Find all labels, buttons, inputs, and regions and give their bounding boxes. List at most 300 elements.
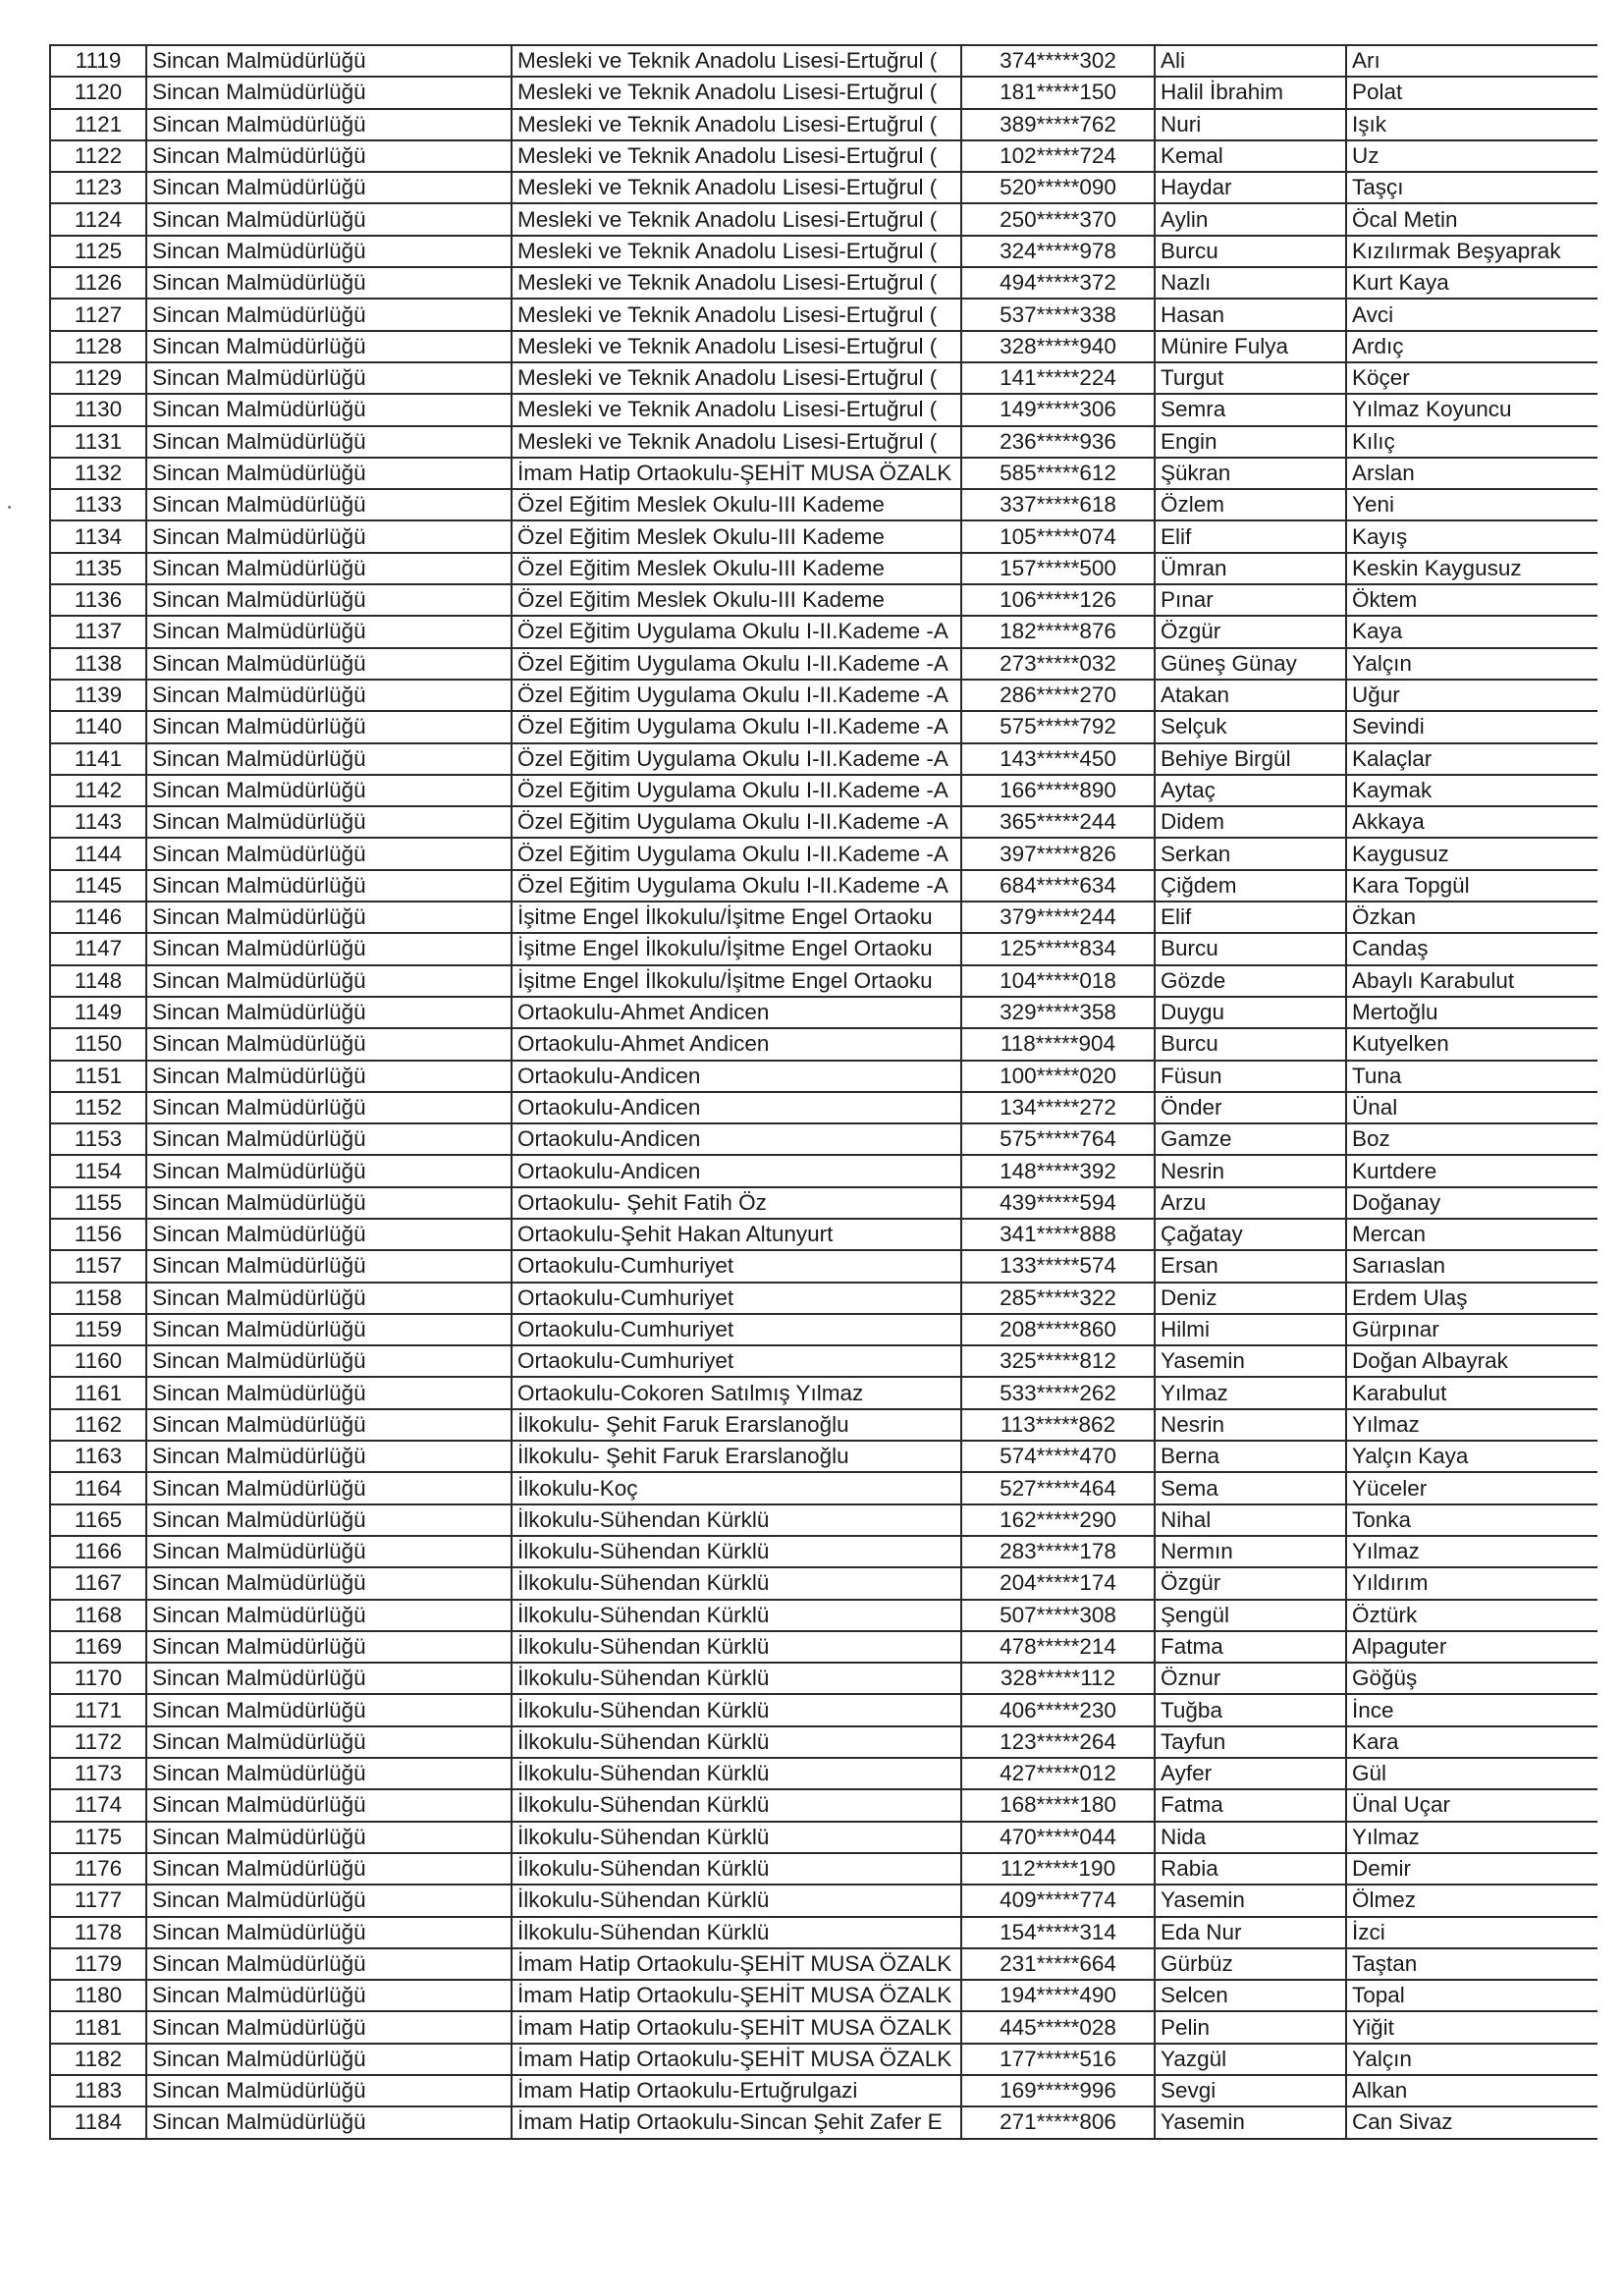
last-name-cell: Öcal Metin <box>1346 203 1596 235</box>
row-number: 1139 <box>50 680 146 711</box>
school-name-cell: Mesleki ve Teknik Anadolu Lisesi-Ertuğrul ( <box>512 45 961 77</box>
tax-office-cell: Sincan Malmüdürlüğü <box>146 1155 512 1186</box>
tax-office-cell: Sincan Malmüdürlüğü <box>146 331 512 362</box>
tax-office-cell: Sincan Malmüdürlüğü <box>146 203 512 235</box>
tax-office-cell: Sincan Malmüdürlüğü <box>146 1441 512 1472</box>
tax-office-cell: Sincan Malmüdürlüğü <box>146 1822 512 1853</box>
row-number: 1182 <box>50 2044 146 2075</box>
row-number: 1140 <box>50 711 146 742</box>
masked-id-cell: 208*****860 <box>961 1314 1155 1345</box>
last-name-cell: Sevindi <box>1346 711 1596 742</box>
last-name-cell: Gül <box>1346 1758 1596 1789</box>
table-row <box>50 1694 1596 1725</box>
first-name-cell: Yasemin <box>1155 2106 1346 2138</box>
school-name-cell: Ortaokulu-Şehit Hakan Altunyurt <box>512 1219 961 1250</box>
first-name-cell: Halil İbrahim <box>1155 77 1346 108</box>
table-row <box>50 489 1596 520</box>
tax-office-cell: Sincan Malmüdürlüğü <box>146 997 512 1028</box>
table-row <box>50 362 1596 394</box>
roster-table <box>49 44 1597 2140</box>
last-name-cell: Sarıaslan <box>1346 1250 1596 1282</box>
last-name-cell: Kızılırmak Beşyaprak <box>1346 236 1596 267</box>
first-name-cell: Behiye Birgül <box>1155 743 1346 775</box>
last-name-cell: Kaygusuz <box>1346 838 1596 869</box>
school-name-cell: İmam Hatip Ortaokulu-Sincan Şehit Zafer E <box>512 2106 961 2138</box>
masked-id-cell: 427*****012 <box>961 1758 1155 1789</box>
table-row <box>50 1822 1596 1853</box>
tax-office-cell: Sincan Malmüdürlüğü <box>146 520 512 552</box>
masked-id-cell: 283*****178 <box>961 1536 1155 1567</box>
first-name-cell: Serkan <box>1155 838 1346 869</box>
tax-office-cell: Sincan Malmüdürlüğü <box>146 1758 512 1789</box>
masked-id-cell: 177*****516 <box>961 2044 1155 2075</box>
tax-office-cell: Sincan Malmüdürlüğü <box>146 775 512 806</box>
masked-id-cell: 341*****888 <box>961 1219 1155 1250</box>
table-row <box>50 1441 1596 1472</box>
tax-office-cell: Sincan Malmüdürlüğü <box>146 1789 512 1821</box>
table-row <box>50 2075 1596 2106</box>
school-name-cell: İlkokulu-Sühendan Kürklü <box>512 1504 961 1536</box>
first-name-cell: Aylin <box>1155 203 1346 235</box>
school-name-cell: İlkokulu-Sühendan Kürklü <box>512 1536 961 1567</box>
school-name-cell: İlkokulu-Koç <box>512 1472 961 1503</box>
tax-office-cell: Sincan Malmüdürlüğü <box>146 806 512 838</box>
table-row <box>50 1155 1596 1186</box>
first-name-cell: Selcen <box>1155 1980 1346 2011</box>
table-row <box>50 1948 1596 1980</box>
last-name-cell: Doğanay <box>1346 1187 1596 1219</box>
school-name-cell: Özel Eğitim Uygulama Okulu I-II.Kademe -A <box>512 680 961 711</box>
row-number: 1177 <box>50 1885 146 1916</box>
first-name-cell: Burcu <box>1155 236 1346 267</box>
school-name-cell: Özel Eğitim Meslek Okulu-III Kademe <box>512 520 961 552</box>
tax-office-cell: Sincan Malmüdürlüğü <box>146 2011 512 2043</box>
school-name-cell: Mesleki ve Teknik Anadolu Lisesi-Ertuğrul ( <box>512 140 961 172</box>
last-name-cell: Kurt Kaya <box>1346 267 1596 299</box>
last-name-cell: Mercan <box>1346 1219 1596 1250</box>
first-name-cell: Pınar <box>1155 584 1346 616</box>
table-row <box>50 997 1596 1028</box>
masked-id-cell: 389*****762 <box>961 109 1155 140</box>
scan-dot <box>8 506 11 509</box>
school-name-cell: Ortaokulu-Andicen <box>512 1061 961 1092</box>
school-name-cell: Mesleki ve Teknik Anadolu Lisesi-Ertuğrul ( <box>512 172 961 203</box>
last-name-cell: Kalaçlar <box>1346 743 1596 775</box>
school-name-cell: Özel Eğitim Uygulama Okulu I-II.Kademe -A <box>512 743 961 775</box>
last-name-cell: Öztürk <box>1346 1600 1596 1631</box>
last-name-cell: Ünal <box>1346 1092 1596 1123</box>
tax-office-cell: Sincan Malmüdürlüğü <box>146 1472 512 1503</box>
table-row <box>50 1980 1596 2011</box>
first-name-cell: Burcu <box>1155 1028 1346 1060</box>
tax-office-cell: Sincan Malmüdürlüğü <box>146 394 512 425</box>
tax-office-cell: Sincan Malmüdürlüğü <box>146 584 512 616</box>
masked-id-cell: 166*****890 <box>961 775 1155 806</box>
row-number: 1124 <box>50 203 146 235</box>
row-number: 1152 <box>50 1092 146 1123</box>
table-row <box>50 1219 1596 1250</box>
first-name-cell: Çağatay <box>1155 1219 1346 1250</box>
table-row <box>50 1472 1596 1503</box>
first-name-cell: Rabia <box>1155 1853 1346 1885</box>
school-name-cell: Mesleki ve Teknik Anadolu Lisesi-Ertuğrul ( <box>512 267 961 299</box>
table-row <box>50 1504 1596 1536</box>
first-name-cell: Yasemin <box>1155 1345 1346 1377</box>
first-name-cell: Şengül <box>1155 1600 1346 1631</box>
table-row <box>50 426 1596 458</box>
row-number: 1147 <box>50 933 146 964</box>
masked-id-cell: 105*****074 <box>961 520 1155 552</box>
row-number: 1130 <box>50 394 146 425</box>
row-number: 1132 <box>50 458 146 489</box>
last-name-cell: Kara <box>1346 1726 1596 1758</box>
tax-office-cell: Sincan Malmüdürlüğü <box>146 1504 512 1536</box>
first-name-cell: Nesrin <box>1155 1409 1346 1441</box>
table-row <box>50 1123 1596 1155</box>
school-name-cell: Mesleki ve Teknik Anadolu Lisesi-Ertuğrul ( <box>512 77 961 108</box>
school-name-cell: İmam Hatip Ortaokulu-Ertuğrulgazi <box>512 2075 961 2106</box>
row-number: 1128 <box>50 331 146 362</box>
first-name-cell: Nihal <box>1155 1504 1346 1536</box>
school-name-cell: Ortaokulu-Cokoren Satılmış Yılmaz <box>512 1377 961 1408</box>
row-number: 1135 <box>50 553 146 584</box>
school-name-cell: Ortaokulu-Cumhuriyet <box>512 1250 961 1282</box>
school-name-cell: Ortaokulu-Ahmet Andicen <box>512 997 961 1028</box>
first-name-cell: Tayfun <box>1155 1726 1346 1758</box>
school-name-cell: İşitme Engel İlkokulu/İşitme Engel Ortaoku <box>512 965 961 997</box>
table-row <box>50 1631 1596 1663</box>
last-name-cell: Kılıç <box>1346 426 1596 458</box>
row-number: 1146 <box>50 902 146 933</box>
tax-office-cell: Sincan Malmüdürlüğü <box>146 743 512 775</box>
last-name-cell: Taşçı <box>1346 172 1596 203</box>
last-name-cell: Akkaya <box>1346 806 1596 838</box>
table-row <box>50 680 1596 711</box>
tax-office-cell: Sincan Malmüdürlüğü <box>146 1219 512 1250</box>
row-number: 1159 <box>50 1314 146 1345</box>
school-name-cell: Özel Eğitim Uygulama Okulu I-II.Kademe -A <box>512 806 961 838</box>
table-row <box>50 1061 1596 1092</box>
school-name-cell: Özel Eğitim Uygulama Okulu I-II.Kademe -A <box>512 648 961 680</box>
row-number: 1170 <box>50 1663 146 1694</box>
row-number: 1166 <box>50 1536 146 1567</box>
masked-id-cell: 328*****940 <box>961 331 1155 362</box>
first-name-cell: Duygu <box>1155 997 1346 1028</box>
last-name-cell: Candaş <box>1346 933 1596 964</box>
school-name-cell: Özel Eğitim Uygulama Okulu I-II.Kademe -A <box>512 775 961 806</box>
table-row <box>50 1092 1596 1123</box>
masked-id-cell: 494*****372 <box>961 267 1155 299</box>
tax-office-cell: Sincan Malmüdürlüğü <box>146 1028 512 1060</box>
row-number: 1133 <box>50 489 146 520</box>
masked-id-cell: 250*****370 <box>961 203 1155 235</box>
row-number: 1148 <box>50 965 146 997</box>
first-name-cell: Haydar <box>1155 172 1346 203</box>
first-name-cell: Semra <box>1155 394 1346 425</box>
table-row <box>50 806 1596 838</box>
masked-id-cell: 329*****358 <box>961 997 1155 1028</box>
row-number: 1136 <box>50 584 146 616</box>
table-row <box>50 1663 1596 1694</box>
masked-id-cell: 507*****308 <box>961 1600 1155 1631</box>
row-number: 1172 <box>50 1726 146 1758</box>
row-number: 1150 <box>50 1028 146 1060</box>
masked-id-cell: 112*****190 <box>961 1853 1155 1885</box>
tax-office-cell: Sincan Malmüdürlüğü <box>146 1283 512 1314</box>
last-name-cell: Yalçın <box>1346 648 1596 680</box>
masked-id-cell: 470*****044 <box>961 1822 1155 1853</box>
school-name-cell: İlkokulu-Sühendan Kürklü <box>512 1917 961 1948</box>
row-number: 1145 <box>50 870 146 902</box>
tax-office-cell: Sincan Malmüdürlüğü <box>146 933 512 964</box>
last-name-cell: Kayış <box>1346 520 1596 552</box>
tax-office-cell: Sincan Malmüdürlüğü <box>146 1314 512 1345</box>
table-row <box>50 1536 1596 1567</box>
last-name-cell: Işık <box>1346 109 1596 140</box>
table-row <box>50 1409 1596 1441</box>
school-name-cell: Mesleki ve Teknik Anadolu Lisesi-Ertuğrul ( <box>512 109 961 140</box>
school-name-cell: İmam Hatip Ortaokulu-ŞEHİT MUSA ÖZALK <box>512 458 961 489</box>
table-row <box>50 1567 1596 1599</box>
first-name-cell: Aytaç <box>1155 775 1346 806</box>
last-name-cell: Doğan Albayrak <box>1346 1345 1596 1377</box>
school-name-cell: Mesleki ve Teknik Anadolu Lisesi-Ertuğrul ( <box>512 236 961 267</box>
school-name-cell: Özel Eğitim Uygulama Okulu I-II.Kademe -A <box>512 711 961 742</box>
last-name-cell: Yiğit <box>1346 2011 1596 2043</box>
row-number: 1137 <box>50 616 146 647</box>
school-name-cell: İlkokulu-Sühendan Kürklü <box>512 1822 961 1853</box>
school-name-cell: İlkokulu-Sühendan Kürklü <box>512 1758 961 1789</box>
school-name-cell: İmam Hatip Ortaokulu-ŞEHİT MUSA ÖZALK <box>512 1980 961 2011</box>
last-name-cell: Kaymak <box>1346 775 1596 806</box>
row-number: 1184 <box>50 2106 146 2138</box>
row-number: 1164 <box>50 1472 146 1503</box>
tax-office-cell: Sincan Malmüdürlüğü <box>146 553 512 584</box>
first-name-cell: Pelin <box>1155 2011 1346 2043</box>
first-name-cell: Gürbüz <box>1155 1948 1346 1980</box>
last-name-cell: Uğur <box>1346 680 1596 711</box>
tax-office-cell: Sincan Malmüdürlüğü <box>146 680 512 711</box>
table-row <box>50 236 1596 267</box>
tax-office-cell: Sincan Malmüdürlüğü <box>146 1917 512 1948</box>
masked-id-cell: 409*****774 <box>961 1885 1155 1916</box>
first-name-cell: Berna <box>1155 1441 1346 1472</box>
masked-id-cell: 520*****090 <box>961 172 1155 203</box>
table-row <box>50 933 1596 964</box>
row-number: 1129 <box>50 362 146 394</box>
table-row <box>50 2106 1596 2138</box>
row-number: 1138 <box>50 648 146 680</box>
table-row <box>50 1600 1596 1631</box>
first-name-cell: Elif <box>1155 520 1346 552</box>
last-name-cell: Kaya <box>1346 616 1596 647</box>
masked-id-cell: 162*****290 <box>961 1504 1155 1536</box>
tax-office-cell: Sincan Malmüdürlüğü <box>146 45 512 77</box>
row-number: 1183 <box>50 2075 146 2106</box>
masked-id-cell: 113*****862 <box>961 1409 1155 1441</box>
last-name-cell: Yüceler <box>1346 1472 1596 1503</box>
first-name-cell: Öznur <box>1155 1663 1346 1694</box>
table-row <box>50 711 1596 742</box>
school-name-cell: Ortaokulu-Andicen <box>512 1092 961 1123</box>
masked-id-cell: 100*****020 <box>961 1061 1155 1092</box>
tax-office-cell: Sincan Malmüdürlüğü <box>146 267 512 299</box>
row-number: 1151 <box>50 1061 146 1092</box>
masked-id-cell: 286*****270 <box>961 680 1155 711</box>
masked-id-cell: 143*****450 <box>961 743 1155 775</box>
first-name-cell: Nesrin <box>1155 1155 1346 1186</box>
table-row <box>50 1853 1596 1885</box>
table-row <box>50 743 1596 775</box>
school-name-cell: İlkokulu- Şehit Faruk Erarslanoğlu <box>512 1409 961 1441</box>
first-name-cell: Hasan <box>1155 299 1346 330</box>
tax-office-cell: Sincan Malmüdürlüğü <box>146 1092 512 1123</box>
masked-id-cell: 157*****500 <box>961 553 1155 584</box>
row-number: 1131 <box>50 426 146 458</box>
table-row <box>50 77 1596 108</box>
masked-id-cell: 149*****306 <box>961 394 1155 425</box>
tax-office-cell: Sincan Malmüdürlüğü <box>146 1631 512 1663</box>
first-name-cell: Selçuk <box>1155 711 1346 742</box>
first-name-cell: Ersan <box>1155 1250 1346 1282</box>
first-name-cell: Ayfer <box>1155 1758 1346 1789</box>
tax-office-cell: Sincan Malmüdürlüğü <box>146 870 512 902</box>
first-name-cell: Deniz <box>1155 1283 1346 1314</box>
school-name-cell: İlkokulu-Sühendan Kürklü <box>512 1694 961 1725</box>
masked-id-cell: 575*****764 <box>961 1123 1155 1155</box>
last-name-cell: Yılmaz Koyuncu <box>1346 394 1596 425</box>
masked-id-cell: 445*****028 <box>961 2011 1155 2043</box>
last-name-cell: Yılmaz <box>1346 1822 1596 1853</box>
school-name-cell: İmam Hatip Ortaokulu-ŞEHİT MUSA ÖZALK <box>512 1948 961 1980</box>
school-name-cell: İlkokulu-Sühendan Kürklü <box>512 1885 961 1916</box>
school-name-cell: Ortaokulu-Ahmet Andicen <box>512 1028 961 1060</box>
first-name-cell: Hilmi <box>1155 1314 1346 1345</box>
school-name-cell: İmam Hatip Ortaokulu-ŞEHİT MUSA ÖZALK <box>512 2011 961 2043</box>
table-row <box>50 520 1596 552</box>
masked-id-cell: 533*****262 <box>961 1377 1155 1408</box>
row-number: 1179 <box>50 1948 146 1980</box>
tax-office-cell: Sincan Malmüdürlüğü <box>146 648 512 680</box>
school-name-cell: Özel Eğitim Uygulama Okulu I-II.Kademe -A <box>512 616 961 647</box>
first-name-cell: Füsun <box>1155 1061 1346 1092</box>
masked-id-cell: 125*****834 <box>961 933 1155 964</box>
first-name-cell: Şükran <box>1155 458 1346 489</box>
table-row <box>50 299 1596 330</box>
first-name-cell: Çiğdem <box>1155 870 1346 902</box>
last-name-cell: Uz <box>1346 140 1596 172</box>
table-row <box>50 1187 1596 1219</box>
document-sheet <box>49 44 1596 2140</box>
row-number: 1134 <box>50 520 146 552</box>
masked-id-cell: 204*****174 <box>961 1567 1155 1599</box>
masked-id-cell: 575*****792 <box>961 711 1155 742</box>
masked-id-cell: 324*****978 <box>961 236 1155 267</box>
row-number: 1161 <box>50 1377 146 1408</box>
table-row <box>50 648 1596 680</box>
roster-body <box>50 45 1596 2139</box>
row-number: 1142 <box>50 775 146 806</box>
first-name-cell: Güneş Günay <box>1155 648 1346 680</box>
masked-id-cell: 133*****574 <box>961 1250 1155 1282</box>
tax-office-cell: Sincan Malmüdürlüğü <box>146 1123 512 1155</box>
last-name-cell: Yalçın Kaya <box>1346 1441 1596 1472</box>
masked-id-cell: 169*****996 <box>961 2075 1155 2106</box>
masked-id-cell: 182*****876 <box>961 616 1155 647</box>
first-name-cell: Yasemin <box>1155 1885 1346 1916</box>
masked-id-cell: 379*****244 <box>961 902 1155 933</box>
tax-office-cell: Sincan Malmüdürlüğü <box>146 426 512 458</box>
masked-id-cell: 141*****224 <box>961 362 1155 394</box>
tax-office-cell: Sincan Malmüdürlüğü <box>146 1409 512 1441</box>
tax-office-cell: Sincan Malmüdürlüğü <box>146 362 512 394</box>
tax-office-cell: Sincan Malmüdürlüğü <box>146 1600 512 1631</box>
last-name-cell: İzci <box>1346 1917 1596 1948</box>
row-number: 1168 <box>50 1600 146 1631</box>
school-name-cell: İlkokulu-Sühendan Kürklü <box>512 1567 961 1599</box>
school-name-cell: İşitme Engel İlkokulu/İşitme Engel Ortaoku <box>512 933 961 964</box>
table-row <box>50 1885 1596 1916</box>
masked-id-cell: 273*****032 <box>961 648 1155 680</box>
first-name-cell: Gamze <box>1155 1123 1346 1155</box>
last-name-cell: Arslan <box>1346 458 1596 489</box>
first-name-cell: Didem <box>1155 806 1346 838</box>
row-number: 1141 <box>50 743 146 775</box>
first-name-cell: Ali <box>1155 45 1346 77</box>
school-name-cell: Özel Eğitim Uygulama Okulu I-II.Kademe -A <box>512 870 961 902</box>
tax-office-cell: Sincan Malmüdürlüğü <box>146 1853 512 1885</box>
tax-office-cell: Sincan Malmüdürlüğü <box>146 2044 512 2075</box>
row-number: 1176 <box>50 1853 146 1885</box>
last-name-cell: Köçer <box>1346 362 1596 394</box>
table-row <box>50 1250 1596 1282</box>
school-name-cell: Ortaokulu-Cumhuriyet <box>512 1283 961 1314</box>
tax-office-cell: Sincan Malmüdürlüğü <box>146 1980 512 2011</box>
row-number: 1160 <box>50 1345 146 1377</box>
masked-id-cell: 478*****214 <box>961 1631 1155 1663</box>
table-row <box>50 616 1596 647</box>
tax-office-cell: Sincan Malmüdürlüğü <box>146 236 512 267</box>
row-number: 1181 <box>50 2011 146 2043</box>
first-name-cell: Sema <box>1155 1472 1346 1503</box>
last-name-cell: Göğüş <box>1346 1663 1596 1694</box>
row-number: 1163 <box>50 1441 146 1472</box>
first-name-cell: Münire Fulya <box>1155 331 1346 362</box>
last-name-cell: Tuna <box>1346 1061 1596 1092</box>
first-name-cell: Eda Nur <box>1155 1917 1346 1948</box>
school-name-cell: Ortaokulu-Cumhuriyet <box>512 1345 961 1377</box>
school-name-cell: Özel Eğitim Meslek Okulu-III Kademe <box>512 553 961 584</box>
tax-office-cell: Sincan Malmüdürlüğü <box>146 1061 512 1092</box>
masked-id-cell: 585*****612 <box>961 458 1155 489</box>
row-number: 1162 <box>50 1409 146 1441</box>
tax-office-cell: Sincan Malmüdürlüğü <box>146 1663 512 1694</box>
last-name-cell: Boz <box>1346 1123 1596 1155</box>
table-row <box>50 2011 1596 2043</box>
tax-office-cell: Sincan Malmüdürlüğü <box>146 1948 512 1980</box>
school-name-cell: Özel Eğitim Uygulama Okulu I-II.Kademe -A <box>512 838 961 869</box>
table-row <box>50 172 1596 203</box>
masked-id-cell: 406*****230 <box>961 1694 1155 1725</box>
row-number: 1119 <box>50 45 146 77</box>
row-number: 1157 <box>50 1250 146 1282</box>
school-name-cell: İlkokulu-Sühendan Kürklü <box>512 1600 961 1631</box>
row-number: 1167 <box>50 1567 146 1599</box>
masked-id-cell: 194*****490 <box>961 1980 1155 2011</box>
table-row <box>50 1377 1596 1408</box>
row-number: 1153 <box>50 1123 146 1155</box>
masked-id-cell: 102*****724 <box>961 140 1155 172</box>
